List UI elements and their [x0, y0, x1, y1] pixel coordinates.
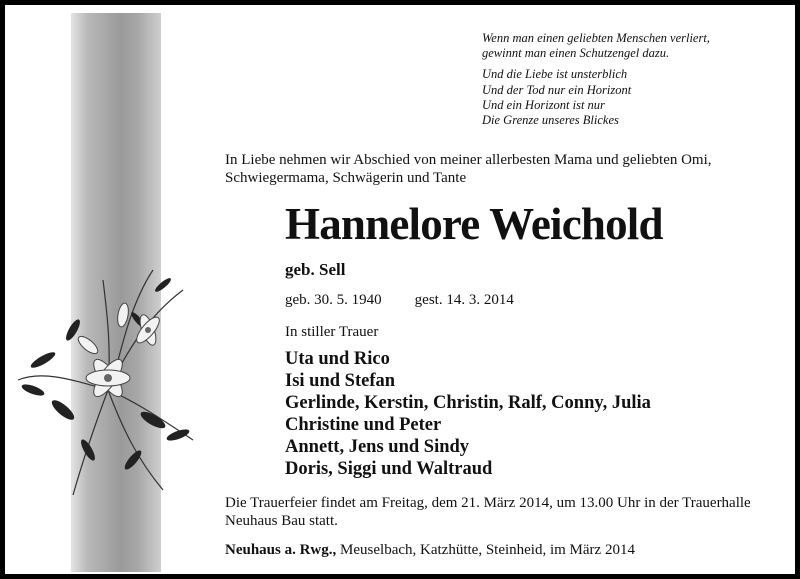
footer-place: Neuhaus a. Rwg.,: [225, 542, 337, 558]
poem-line: Die Grenze unseres Blickes: [482, 113, 619, 128]
family-line: Annett, Jens und Sindy: [285, 437, 470, 457]
footer-rest: Meuselbach, Katzhütte, Steinheid, im März 2014: [336, 542, 635, 558]
poem: [482, 31, 792, 128]
mourning-label: In stiller Trauer: [285, 324, 379, 340]
poem-line: gewinnt man einen Schutzengel dazu.: [482, 46, 670, 61]
birth-date: geb. 30. 5. 1940: [285, 292, 382, 308]
family-list: [285, 348, 651, 480]
death-date: gest. 14. 3. 2014: [414, 292, 514, 308]
life-dates: [285, 292, 514, 309]
poem-line: Und der Tod nur ein Horizont: [482, 82, 632, 97]
maiden-name: geb. Sell: [285, 260, 346, 279]
family-line: Isi und Stefan: [285, 371, 396, 391]
intro-text: In Liebe nehmen wir Abschied von meiner allerbesten Mama und geliebten Omi, Schwiegermama, Schwägerin und Tante: [225, 152, 712, 186]
poem-line: Und ein Horizont ist nur: [482, 97, 605, 112]
footer-locations: [225, 542, 635, 559]
flower-bouquet-icon: [13, 260, 203, 500]
family-line: Doris, Siggi und Waltraud: [285, 459, 493, 479]
family-line: Gerlinde, Kerstin, Christin, Ralf, Conny, Julia: [285, 393, 651, 413]
poem-line: Wenn man einen geliebten Menschen verliert,: [482, 31, 710, 45]
family-line: Christine und Peter: [285, 415, 442, 435]
deceased-name: Hannelore Weichold: [285, 199, 663, 249]
service-info: Die Trauerfeier findet am Freitag, dem 21. März 2014, um 13.00 Uhr in der Trauerhalle Neuhaus Bau statt.: [225, 495, 751, 529]
poem-line: Und die Liebe ist unsterblich: [482, 67, 628, 82]
family-line: Uta und Rico: [285, 349, 390, 369]
